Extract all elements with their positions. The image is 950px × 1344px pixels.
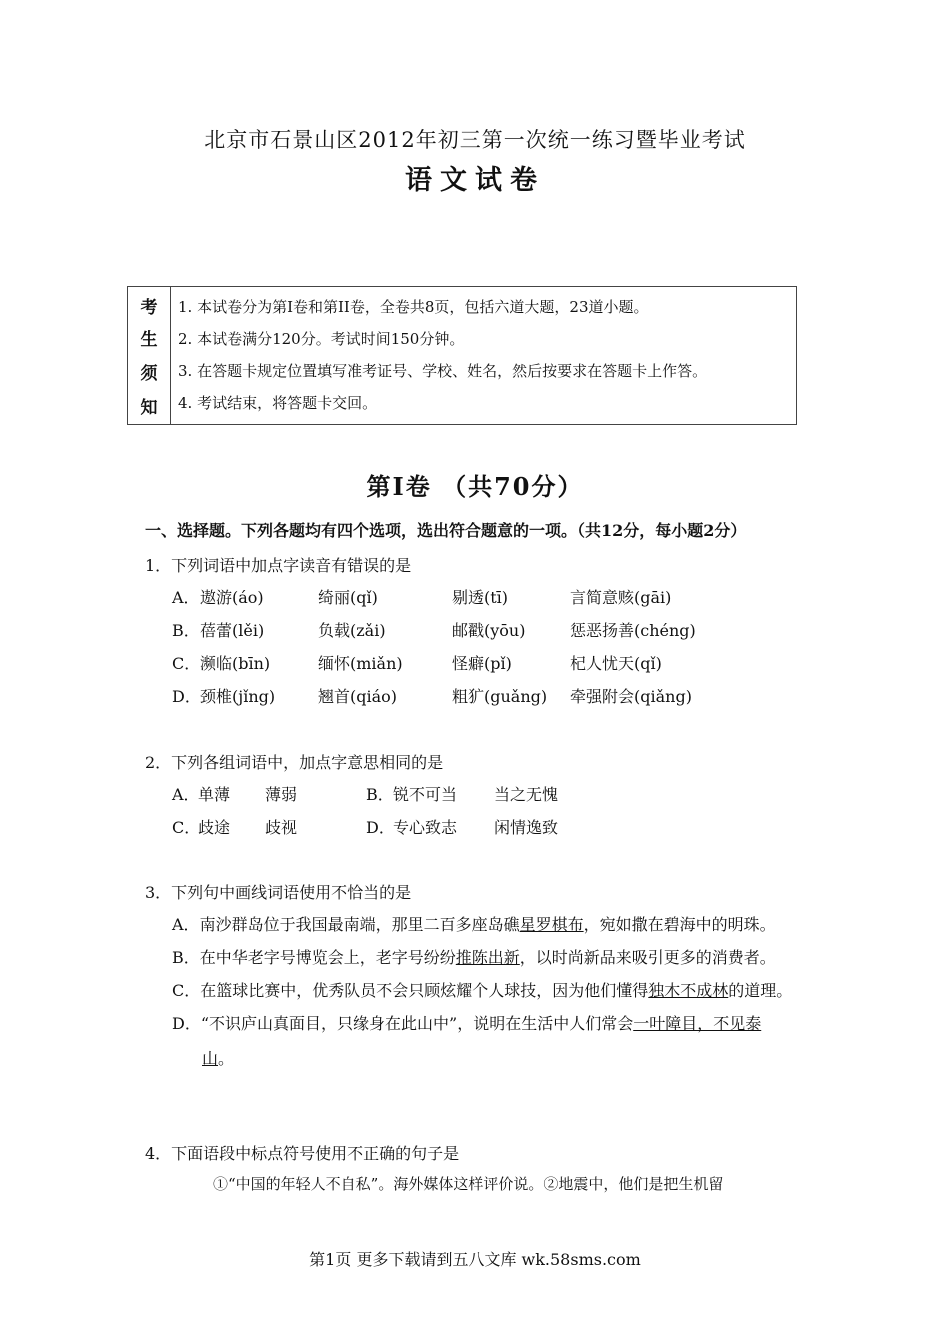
page-footer: 第1页 更多下载请到五八文库 wk.58sms.com xyxy=(309,1250,641,1269)
q1-option-label: A． xyxy=(172,588,200,607)
q2-option-label: C． xyxy=(172,818,201,837)
q1-item: 剔透(tī) xyxy=(452,588,509,607)
section-heading: 一、选择题。下列各题均有四个选项，选出符合题意的一项。（共12分，每小题2分） xyxy=(145,521,747,540)
notice-item: 1. 本试卷分为第Ⅰ卷和第II卷，全卷共8页，包括六道大题，23道小题。 xyxy=(178,298,649,316)
q1-item: 邮戳(yōu) xyxy=(452,621,526,640)
q1-item: 杞人忧天(qǐ) xyxy=(570,654,662,673)
q1-item: 翘首(qiáo) xyxy=(318,687,398,706)
notice-label-column xyxy=(128,287,171,424)
q4-passage: ①“中国的年轻人不自私”。海外媒体这样评价说。②地震中，他们是把生机留 xyxy=(213,1175,724,1193)
q1-item: 濒临(bīn) xyxy=(200,654,271,673)
q1-item: 遨游(áo) xyxy=(200,588,264,607)
question-1-stem: 1．下列词语中加点字读音有错误的是 xyxy=(145,556,412,575)
question-3-stem: 3．下列句中画线词语使用不恰当的是 xyxy=(145,883,412,902)
q3-option-text: 在篮球比赛中，优秀队员不会只顾炫耀个人球技，因为他们懂得 xyxy=(200,981,649,1000)
q2-word: 歧途 xyxy=(198,818,231,837)
q1-item: 绮丽(qǐ) xyxy=(318,588,378,607)
q2-word: 单薄 xyxy=(198,785,231,804)
q1-item: 言简意赅(gāi) xyxy=(570,588,672,607)
candidate-notice-box xyxy=(127,286,797,425)
q1-item: 缅怀(miǎn) xyxy=(318,654,403,673)
q3-option-label: A． xyxy=(172,915,200,934)
q1-item: 惩恶扬善(chéng) xyxy=(570,621,696,640)
q1-item: 怪癖(pǐ) xyxy=(452,654,512,673)
q1-item: 粗犷(guǎng) xyxy=(452,687,548,706)
q2-word: 闲情逸致 xyxy=(494,818,559,837)
q3-option-text: ，宛如撒在碧海中的明珠。 xyxy=(583,915,776,934)
q2-option-label: A． xyxy=(172,785,200,804)
q3-option-text: 在中华老字号博览会上，老字号纷纷 xyxy=(199,948,456,967)
notice-label-char: 须 xyxy=(140,364,158,384)
q3-underlined-phrase: 独木不成林 xyxy=(648,981,729,1000)
q2-word: 当之无愧 xyxy=(494,785,559,804)
exam-title-line1: 北京市石景山区2012年初三第一次统一练习暨毕业考试 xyxy=(204,128,746,152)
q3-option-d xyxy=(172,1011,761,1034)
q3-option-text: 。 xyxy=(218,1049,235,1068)
q3-option-text: 南沙群岛位于我国最南端，那里二百多座岛礁 xyxy=(199,915,520,934)
q3-option-b xyxy=(172,945,776,968)
q3-option-text: ，以时尚新品来吸引更多的消费者。 xyxy=(519,948,776,967)
q1-option-label: B． xyxy=(172,621,200,640)
notice-item: 2. 本试卷满分120分。考试时间150分钟。 xyxy=(178,330,465,348)
q3-underlined-phrase: 推陈出新 xyxy=(455,948,520,967)
question-2-stem: 2．下列各组词语中，加点字意思相同的是 xyxy=(145,753,444,772)
q1-item: 牵强附会(qiǎng) xyxy=(570,687,692,706)
notice-item: 4. 考试结束，将答题卡交回。 xyxy=(178,394,378,412)
q3-option-label: B． xyxy=(172,948,200,967)
question-4-stem: 4．下面语段中标点符号使用不正确的句子是 xyxy=(145,1144,460,1163)
q3-underlined-phrase: 一叶障目，不见泰 xyxy=(633,1014,762,1033)
q1-option-label: D． xyxy=(172,687,201,706)
q2-option-label: B． xyxy=(366,785,394,804)
q3-option-text: “不识庐山真面目，只缘身在此山中”，说明在生活中人们常会 xyxy=(200,1014,634,1033)
q3-underlined-phrase: 山 xyxy=(202,1049,219,1068)
q3-option-label: D． xyxy=(172,1014,201,1033)
notice-label-char: 知 xyxy=(140,398,158,418)
notice-label-char: 考 xyxy=(140,298,158,318)
q2-word: 锐不可当 xyxy=(393,785,458,804)
q2-word: 歧视 xyxy=(265,818,298,837)
q2-word: 薄弱 xyxy=(265,785,298,804)
q1-item: 负载(zǎi) xyxy=(318,621,386,640)
notice-label-char: 生 xyxy=(140,330,158,350)
q2-word: 专心致志 xyxy=(393,818,458,837)
q3-option-label: C． xyxy=(172,981,201,1000)
notice-item: 3. 在答题卡规定位置填写准考证号、学校、姓名，然后按要求在答题卡上作答。 xyxy=(178,362,708,380)
q3-option-c xyxy=(172,978,792,1001)
q3-option-d-continued xyxy=(202,1046,234,1069)
exam-title-subject: 语文试卷 xyxy=(405,165,545,196)
volume-title: 第Ⅰ卷 （共70分） xyxy=(366,472,584,501)
q3-underlined-phrase: 星罗棋布 xyxy=(519,915,584,934)
q1-item: 颈椎(jǐng) xyxy=(200,687,276,706)
q1-item: 蓓蕾(lěi) xyxy=(200,621,265,640)
q2-option-label: D． xyxy=(366,818,395,837)
q3-option-text: 的道理。 xyxy=(728,981,793,1000)
q3-option-a xyxy=(172,912,776,935)
q1-option-label: C． xyxy=(172,654,201,673)
